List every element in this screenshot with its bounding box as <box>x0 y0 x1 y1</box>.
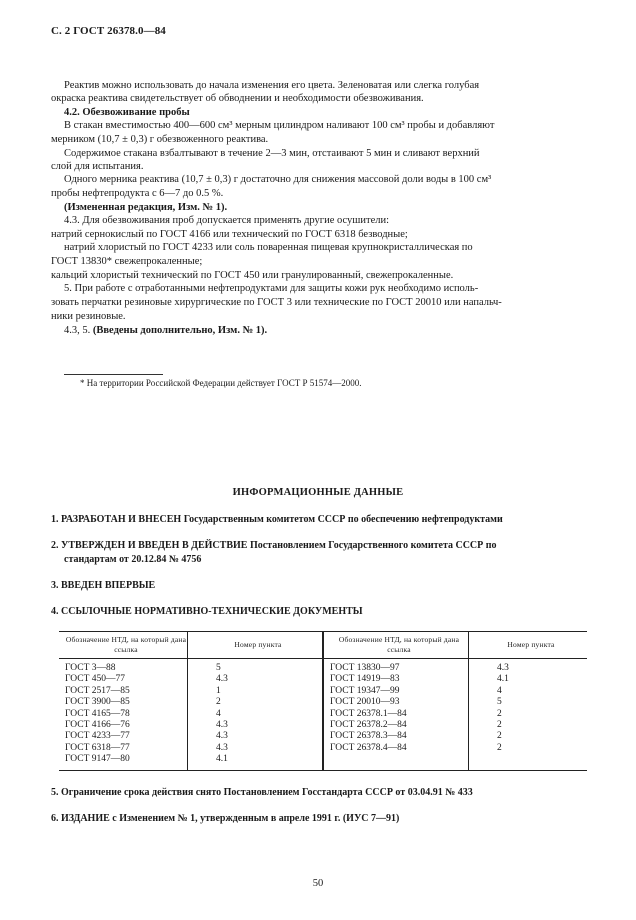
doc-cell: ГОСТ 14919—83 <box>323 674 469 685</box>
table-row <box>59 754 587 770</box>
info-item-2-line1: 2. УТВЕРЖДЕН И ВВЕДЕН В ДЕЙСТВИЕ Постановлением Государственного комитета СССР по <box>51 540 497 551</box>
info-item-2 <box>51 539 497 567</box>
body-line: ники резиновые. <box>51 311 126 322</box>
info-title: ИНФОРМАЦИОННЫЕ ДАННЫЕ <box>232 487 404 498</box>
revision-note: (Введены дополнительно, Изм. № 1). <box>92 325 268 336</box>
clause-ref: 4.3, 5. <box>64 325 91 336</box>
section-heading-4-2: 4.2. Обезвоживание пробы <box>64 107 190 118</box>
item-cell <box>469 754 588 770</box>
item-cell: 4.1 <box>469 674 588 685</box>
body-line: Одного мерника реактива (10,7 ± 0,3) г достаточно для снижения массовой доли воды в 100 см³ <box>64 174 492 185</box>
doc-cell: ГОСТ 19347—99 <box>323 686 469 697</box>
col-header-item: Номер пункта <box>188 632 324 659</box>
info-item-3: 3. ВВЕДЕН ВПЕРВЫЕ <box>51 580 156 591</box>
footnote-divider <box>64 374 163 375</box>
doc-cell: ГОСТ 3900—85 <box>65 697 130 708</box>
body-line: Содержимое стакана взбалтывают в течение 2—3 мин, отстаивают 5 мин и сливают верхний <box>64 148 480 159</box>
body-line: мерником (10,7 ± 0,3) г обезвоженного реактива. <box>51 134 269 145</box>
body-line: натрий хлористый по ГОСТ 4233 или соль поваренная пищевая крупнокристаллическая по <box>64 242 473 253</box>
item-cell: 4.3 <box>188 720 324 731</box>
page-header: С. 2 ГОСТ 26378.0—84 <box>51 25 166 37</box>
body-line: кальций хлористый технический по ГОСТ 450 или гранулированный, свежепрокаленные. <box>51 270 454 281</box>
doc-cell: ГОСТ 26378.3—84 <box>323 731 469 742</box>
col-header-doc: Обозначение НТД, на который дана ссылка <box>323 632 469 659</box>
body-line: зовать перчатки резиновые хирургические по ГОСТ 3 или технические по ГОСТ 20010 или напальч- <box>51 297 502 308</box>
doc-cell: ГОСТ 3—88 <box>65 663 116 673</box>
item-cell: 4.3 <box>188 743 324 754</box>
doc-cell: ГОСТ 9147—80 <box>59 754 188 770</box>
page-number: 50 <box>312 878 324 889</box>
table-row <box>59 709 587 720</box>
doc-cell: ГОСТ 4165—78 <box>65 708 130 719</box>
item-cell: 2 <box>469 743 588 754</box>
item-cell: 4.1 <box>188 754 324 770</box>
item-cell: 4.3 <box>188 731 324 742</box>
body-line: 4.3. Для обезвоживания проб допускается применять другие осушители: <box>64 215 390 226</box>
table-row <box>59 674 587 685</box>
info-item-1: 1. РАЗРАБОТАН И ВНЕСЕН Государственным комитетом СССР по обеспечению нефтепродуктами <box>51 514 503 525</box>
table-row <box>59 697 587 708</box>
table-row <box>59 720 587 731</box>
item-cell: 2 <box>469 709 588 720</box>
item-cell: 2 <box>188 697 324 708</box>
doc-cell: ГОСТ 26378.2—84 <box>323 720 469 731</box>
doc-cell: ГОСТ 20010—93 <box>323 697 469 708</box>
table-row <box>59 731 587 742</box>
doc-cell: ГОСТ 6318—77 <box>65 742 130 753</box>
info-item-5: 5. Ограничение срока действия снято Постановлением Госстандарта СССР от 03.04.91 № 433 <box>51 787 473 798</box>
doc-cell: ГОСТ 26378.4—84 <box>323 743 469 754</box>
doc-cell: ГОСТ 450—77 <box>65 674 125 685</box>
item-cell: 4 <box>188 709 324 720</box>
doc-cell: ГОСТ 4233—77 <box>65 731 130 742</box>
body-line: 5. При работе с отработанными нефтепродуктами для защиты кожи рук необходимо исполь- <box>64 283 479 294</box>
item-cell: 5 <box>188 659 324 675</box>
revision-note: (Измененная редакция, Изм. № 1). <box>64 202 228 213</box>
body-line: слой для испытания. <box>51 161 144 172</box>
body-line: натрий сернокислый по ГОСТ 4166 или технический по ГОСТ 6318 безводные; <box>51 229 408 240</box>
item-cell: 2 <box>469 720 588 731</box>
item-cell: 5 <box>469 697 588 708</box>
body-line: В стакан вместимостью 400—600 см³ мерным цилиндром наливают 100 см³ пробы и добавляют <box>64 120 495 131</box>
doc-cell: ГОСТ 4166—76 <box>65 720 130 731</box>
item-cell: 1 <box>188 686 324 697</box>
body-line: ГОСТ 13830* свежепрокаленные; <box>51 256 203 267</box>
doc-cell <box>323 754 469 770</box>
body-line: Реактив можно использовать до начала изменения его цвета. Зеленоватая или слегка голубая <box>64 80 480 91</box>
doc-cell: ГОСТ 13830—97 <box>323 659 469 675</box>
revision-note-line <box>64 324 267 337</box>
info-item-2-line2: стандартам от 20.12.84 № 4756 <box>64 554 202 565</box>
info-item-4: 4. ССЫЛОЧНЫЕ НОРМАТИВНО-ТЕХНИЧЕСКИЕ ДОКУМЕНТЫ <box>51 606 363 617</box>
item-cell: 4.3 <box>188 674 324 685</box>
col-header-doc: Обозначение НТД, на который дана ссылка <box>59 632 188 659</box>
col-header-item: Номер пункта <box>469 632 588 659</box>
item-cell: 2 <box>469 731 588 742</box>
info-item-6: 6. ИЗДАНИЕ с Изменением № 1, утвержденным в апреле 1991 г. (ИУС 7—91) <box>51 813 400 824</box>
references-table <box>59 631 587 771</box>
doc-cell: ГОСТ 2517—85 <box>65 685 130 696</box>
table-row <box>59 743 587 754</box>
table-row <box>59 686 587 697</box>
doc-cell: ГОСТ 26378.1—84 <box>323 709 469 720</box>
body-line: окраска реактива свидетельствует об обводнении и необходимости обезвоживания. <box>51 93 424 104</box>
footnote: * На территории Российской Федерации действует ГОСТ Р 51574—2000. <box>80 378 362 388</box>
table-row <box>59 659 587 675</box>
body-line: пробы нефтепродукта с 6—7 до 0.5 %. <box>51 188 224 199</box>
item-cell: 4 <box>469 686 588 697</box>
item-cell: 4.3 <box>469 659 588 675</box>
